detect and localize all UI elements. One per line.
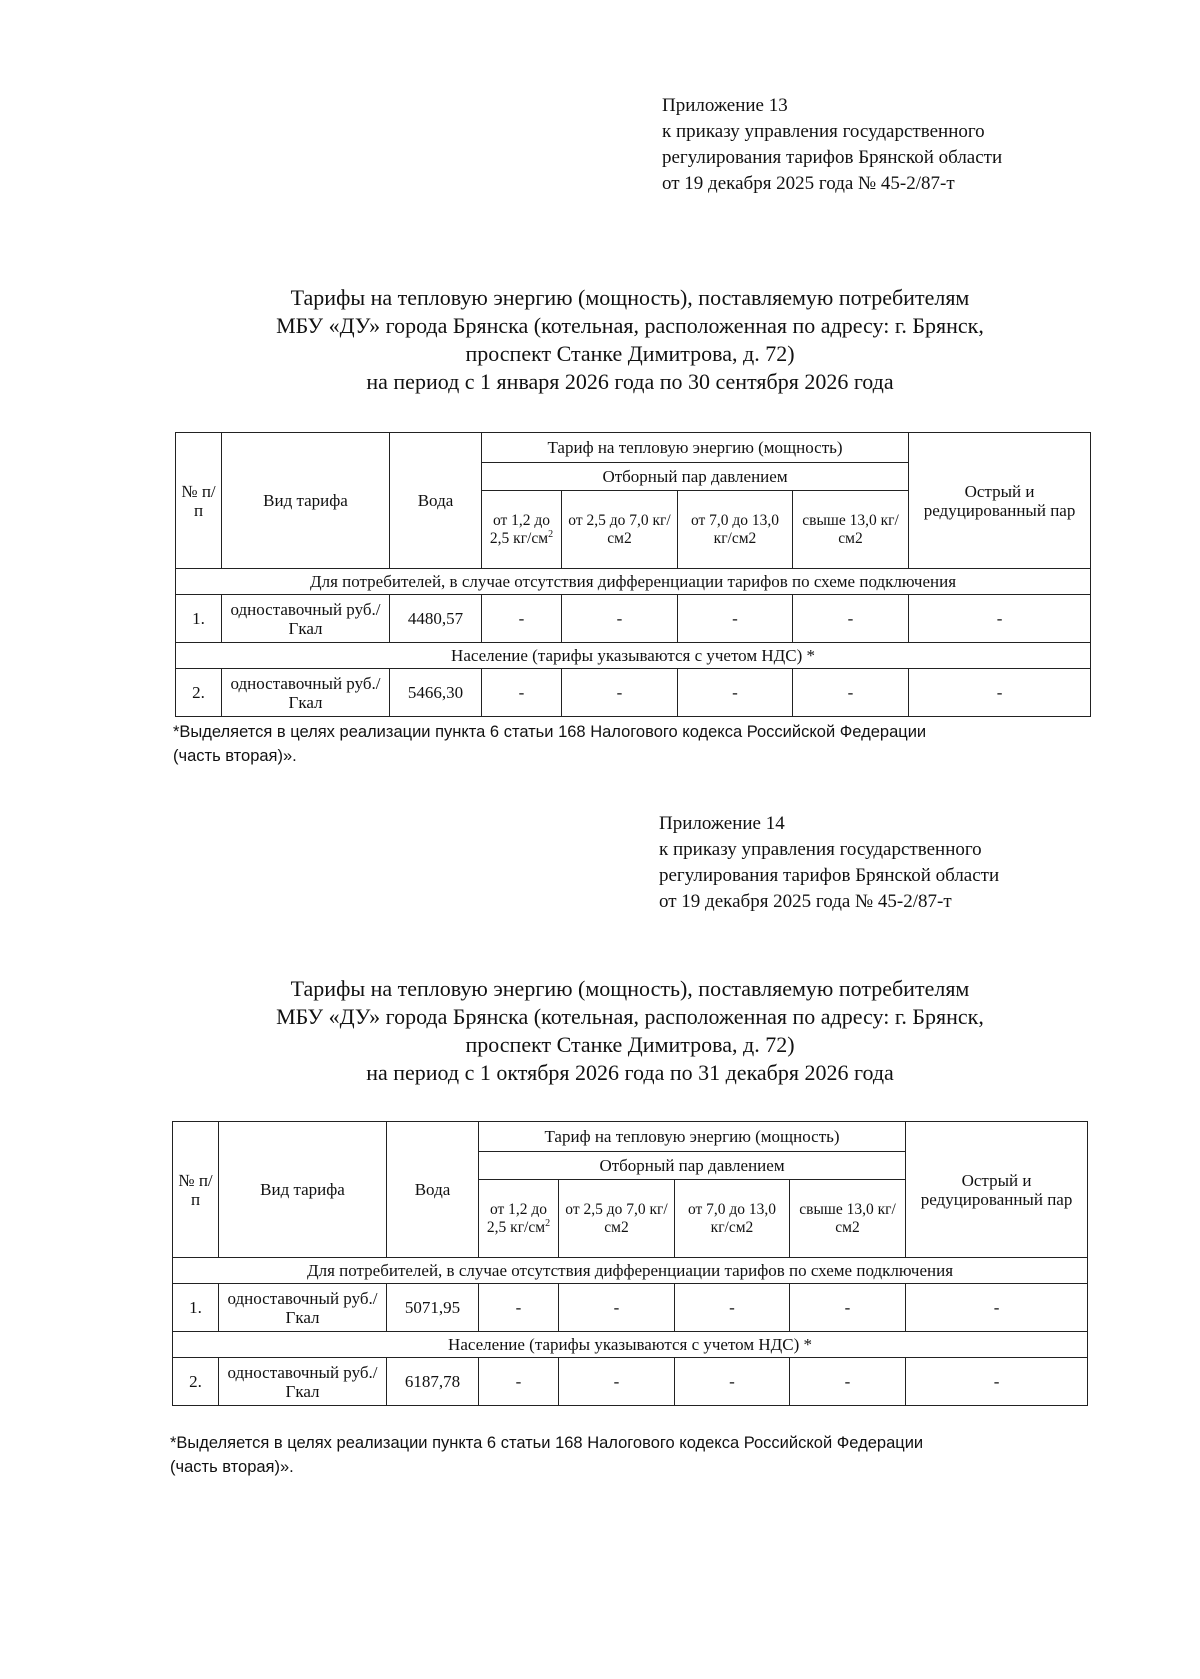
appendix-14-order-line: к приказу управления государственного bbox=[659, 839, 982, 860]
appendix-14-authority-line: регулирования тарифов Брянской области bbox=[659, 865, 1000, 886]
title-13-line4: на период с 1 января 2026 года по 30 сентября 2026 года bbox=[366, 369, 894, 394]
row-pressure-3: - bbox=[678, 669, 793, 717]
header-steam-group: Отборный пар давлением bbox=[482, 463, 909, 491]
title-14-line3: проспект Станке Димитрова, д. 72) bbox=[465, 1032, 795, 1057]
row-pressure-3: - bbox=[675, 1284, 790, 1332]
header-sharp-steam: Острый и редуцированный пар bbox=[909, 433, 1091, 569]
row-water-value: 4480,57 bbox=[390, 595, 482, 643]
footnote-13-line1: *Выделяется в целях реализации пункта 6 статьи 168 Налогового кодекса Российской Федерации bbox=[173, 723, 927, 741]
row-kind: одноставочный руб./Гкал bbox=[222, 595, 390, 643]
title-14-line1: Тарифы на тепловую энергию (мощность), поставляемую потребителям bbox=[290, 976, 970, 1001]
footnote-13 bbox=[173, 720, 926, 768]
appendix-14-header bbox=[659, 811, 999, 915]
row-pressure-4: - bbox=[790, 1284, 906, 1332]
appendix-13-header bbox=[662, 93, 1002, 197]
footnote-14-line1: *Выделяется в целях реализации пункта 6 статьи 168 Налогового кодекса Российской Федерации bbox=[170, 1434, 924, 1452]
row-num: 1. bbox=[173, 1284, 219, 1332]
footnote-14-line2: (часть вторая)». bbox=[170, 1458, 294, 1476]
footnote-13-line2: (часть вторая)». bbox=[173, 747, 297, 765]
header-num: № п/ п bbox=[173, 1122, 219, 1258]
header-pressure-4: свыше 13,0 кг/см2 bbox=[793, 491, 909, 569]
section-population: Население (тарифы указываются с учетом НДС) * bbox=[176, 643, 1091, 669]
header-water: Вода bbox=[387, 1122, 479, 1258]
table-row bbox=[176, 595, 1091, 643]
title-13-line2: МБУ «ДУ» города Брянска (котельная, расположенная по адресу: г. Брянск, bbox=[276, 313, 984, 338]
row-pressure-2: - bbox=[559, 1284, 675, 1332]
superscript-2: 2 bbox=[545, 1217, 551, 1229]
footnote-14 bbox=[170, 1431, 923, 1479]
section-no-differentiation: Для потребителей, в случае отсутствия дифференциации тарифов по схеме подключения bbox=[173, 1258, 1088, 1284]
title-13-line3: проспект Станке Димитрова, д. 72) bbox=[465, 341, 795, 366]
row-sharp-steam: - bbox=[909, 669, 1091, 717]
table-row bbox=[173, 1284, 1088, 1332]
header-pressure-1: от 1,2 до 2,5 $кг/см^2$ bbox=[482, 491, 562, 569]
header-tariff-group: Тариф на тепловую энергию (мощность) bbox=[479, 1122, 906, 1152]
title-13 bbox=[170, 284, 1090, 396]
appendix-14-number: Приложение 14 bbox=[659, 813, 785, 834]
title-14-line2: МБУ «ДУ» города Брянска (котельная, расположенная по адресу: г. Брянск, bbox=[276, 1004, 984, 1029]
row-pressure-1: - bbox=[479, 1284, 559, 1332]
row-pressure-3: - bbox=[678, 595, 793, 643]
header-kind: Вид тарифа bbox=[222, 433, 390, 569]
section-no-differentiation: Для потребителей, в случае отсутствия дифференциации тарифов по схеме подключения bbox=[176, 569, 1091, 595]
row-kind: одноставочный руб./Гкал bbox=[219, 1358, 387, 1406]
row-kind: одноставочный руб./Гкал bbox=[222, 669, 390, 717]
row-water-value: 6187,78 bbox=[387, 1358, 479, 1406]
header-steam-group: Отборный пар давлением bbox=[479, 1152, 906, 1180]
row-pressure-1: - bbox=[482, 595, 562, 643]
row-sharp-steam: - bbox=[906, 1284, 1088, 1332]
title-14 bbox=[170, 975, 1090, 1087]
row-sharp-steam: - bbox=[909, 595, 1091, 643]
header-pressure-3: от 7,0 до 13,0 кг/см2 bbox=[678, 491, 793, 569]
appendix-13-date-line: от 19 декабря 2025 года № 45-2/87-т bbox=[662, 173, 955, 194]
title-13-line1: Тарифы на тепловую энергию (мощность), поставляемую потребителям bbox=[290, 285, 970, 310]
section-population: Население (тарифы указываются с учетом НДС) * bbox=[173, 1332, 1088, 1358]
header-pressure-4: свыше 13,0 кг/см2 bbox=[790, 1180, 906, 1258]
row-pressure-4: - bbox=[793, 595, 909, 643]
row-num: 1. bbox=[176, 595, 222, 643]
row-pressure-2: - bbox=[559, 1358, 675, 1406]
appendix-13-authority-line: регулирования тарифов Брянской области bbox=[662, 147, 1003, 168]
header-water: Вода bbox=[390, 433, 482, 569]
appendix-13-order-line: к приказу управления государственного bbox=[662, 121, 985, 142]
row-num: 2. bbox=[176, 669, 222, 717]
row-pressure-2: - bbox=[562, 669, 678, 717]
row-pressure-1: - bbox=[479, 1358, 559, 1406]
row-kind: одноставочный руб./Гкал bbox=[219, 1284, 387, 1332]
row-water-value: 5466,30 bbox=[390, 669, 482, 717]
header-pressure-3: от 7,0 до 13,0 кг/см2 bbox=[675, 1180, 790, 1258]
row-water-value: 5071,95 bbox=[387, 1284, 479, 1332]
header-tariff-group: Тариф на тепловую энергию (мощность) bbox=[482, 433, 909, 463]
row-pressure-4: - bbox=[790, 1358, 906, 1406]
table-row bbox=[173, 1358, 1088, 1406]
appendix-14-date-line: от 19 декабря 2025 года № 45-2/87-т bbox=[659, 891, 952, 912]
appendix-13-number: Приложение 13 bbox=[662, 95, 788, 116]
superscript-2: 2 bbox=[548, 528, 554, 540]
row-num: 2. bbox=[173, 1358, 219, 1406]
row-sharp-steam: - bbox=[906, 1358, 1088, 1406]
tariff-table-14 bbox=[172, 1121, 1088, 1406]
title-14-line4: на период с 1 октября 2026 года по 31 декабря 2026 года bbox=[366, 1060, 894, 1085]
header-num: № п/ п bbox=[176, 433, 222, 569]
tariff-table-13 bbox=[175, 432, 1091, 717]
header-pressure-2: от 2,5 до 7,0 кг/см2 bbox=[559, 1180, 675, 1258]
header-kind: Вид тарифа bbox=[219, 1122, 387, 1258]
header-pressure-2: от 2,5 до 7,0 кг/см2 bbox=[562, 491, 678, 569]
header-pressure-1: от 1,2 до 2,5 $кг/см^2$ bbox=[479, 1180, 559, 1258]
row-pressure-2: - bbox=[562, 595, 678, 643]
header-sharp-steam: Острый и редуцированный пар bbox=[906, 1122, 1088, 1258]
row-pressure-4: - bbox=[793, 669, 909, 717]
row-pressure-3: - bbox=[675, 1358, 790, 1406]
row-pressure-1: - bbox=[482, 669, 562, 717]
table-row bbox=[176, 669, 1091, 717]
